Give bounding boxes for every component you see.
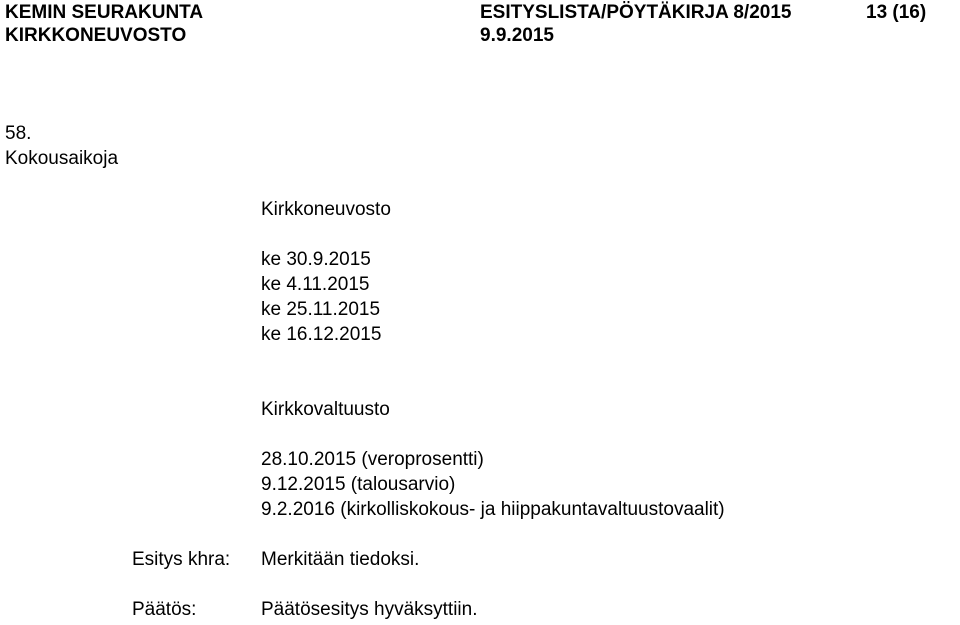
- header-doc-type: ESITYSLISTA/PÖYTÄKIRJA 8/2015: [480, 2, 792, 23]
- esitys-text: Merkitään tiedoksi.: [261, 549, 420, 570]
- paatos-text: Päätösesitys hyväksyttiin.: [261, 599, 478, 620]
- kirkkovaltuusto-date: 28.10.2015 (veroprosentti): [261, 449, 484, 470]
- kirkkovaltuusto-date: 9.12.2015 (talousarvio): [261, 474, 456, 495]
- kirkkovaltuusto-heading: Kirkkovaltuusto: [261, 399, 390, 420]
- header-page-number: 13 (16): [866, 2, 927, 23]
- kirkkoneuvosto-date: ke 30.9.2015: [261, 249, 371, 270]
- section-title: Kokousaikoja: [5, 148, 119, 169]
- section-number: 58.: [5, 123, 32, 144]
- header-date: 9.9.2015: [480, 25, 554, 46]
- kirkkoneuvosto-date: ke 25.11.2015: [261, 299, 381, 320]
- header-body: KIRKKONEUVOSTO: [5, 25, 187, 46]
- kirkkoneuvosto-date: ke 4.11.2015: [261, 274, 370, 295]
- kirkkovaltuusto-date: 9.2.2016 (kirkolliskokous- ja hiippakuntavaltuustovaalit): [261, 499, 725, 520]
- kirkkoneuvosto-date: ke 16.12.2015: [261, 324, 382, 345]
- esitys-label: Esitys khra:: [132, 549, 231, 570]
- header-org: KEMIN SEURAKUNTA: [5, 2, 204, 23]
- kirkkoneuvosto-heading: Kirkkoneuvosto: [261, 199, 391, 220]
- paatos-label: Päätös:: [132, 599, 197, 620]
